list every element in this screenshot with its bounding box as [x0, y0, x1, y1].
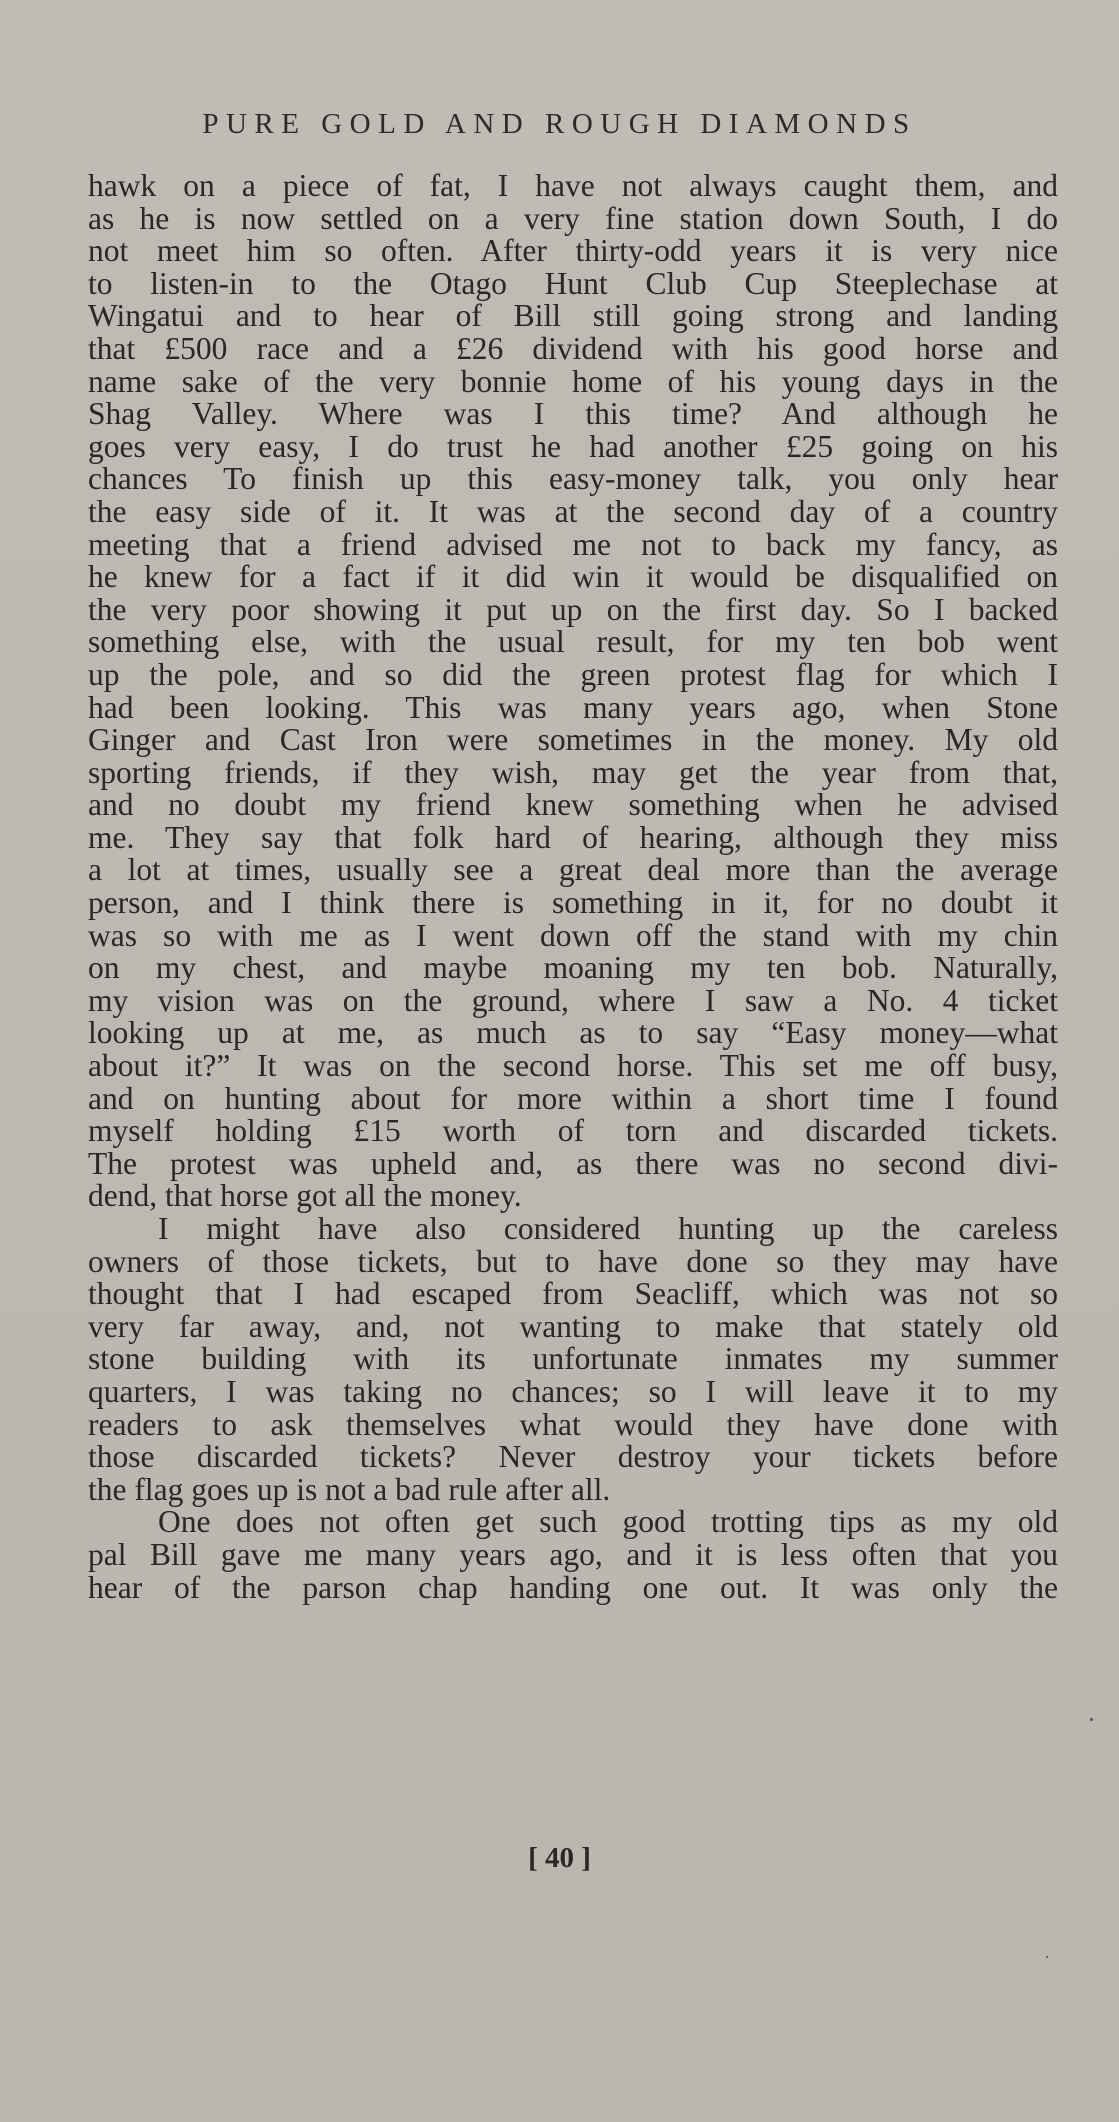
text-line: he knew for a fact if it did win it would be disqualified on	[88, 559, 1058, 595]
text-line: hawk on a piece of fat, I have not always caught them, and	[88, 168, 1058, 203]
text-line: quarters, I was taking no chances; so I will leave it to my	[88, 1373, 1058, 1409]
text-line: the flag goes up is not a bad rule after all.	[88, 1471, 611, 1507]
text-line: on my chest, and maybe moaning my ten bob. Naturally,	[88, 950, 1058, 986]
text-line: those discarded tickets? Never destroy your tickets before	[88, 1439, 1058, 1475]
text-line: pal Bill gave me many years ago, and it is less often that you	[88, 1536, 1058, 1572]
text-line: Shag Valley. Where was I this time? And although he	[88, 396, 1058, 432]
text-line: up the pole, and so did the green protest flag for which I	[88, 656, 1058, 692]
text-line: was so with me as I went down off the stand with my chin	[88, 917, 1058, 953]
paragraph-1	[88, 170, 1058, 1213]
text-line: me. They say that folk hard of hearing, although they miss	[88, 819, 1058, 855]
text-line: dend, that horse got all the money.	[88, 1178, 522, 1214]
paragraph-2	[88, 1213, 1058, 1506]
page-number: [ 40 ]	[528, 1842, 591, 1874]
text-line: I might have also considered hunting up the careless	[158, 1211, 1058, 1246]
text-line: stone building with its unfortunate inmates my summer	[88, 1341, 1058, 1377]
text-line: The protest was upheld and, as there was no second divi-	[88, 1145, 1058, 1181]
text-line: sporting friends, if they wish, may get the year from that,	[88, 754, 1058, 790]
text-line: the easy side of it. It was at the second day of a country	[88, 493, 1058, 529]
text-line: not meet him so often. After thirty-odd years it is very nice	[88, 233, 1058, 269]
paper-speck	[1046, 1956, 1048, 1958]
text-line: about it?” It was on the second horse. This set me off busy,	[88, 1048, 1058, 1084]
paragraph-3	[88, 1506, 1058, 1604]
text-line: myself holding £15 worth of torn and discarded tickets.	[88, 1113, 1058, 1149]
text-line: owners of those tickets, but to have done so they may have	[88, 1243, 1058, 1279]
text-line: Wingatui and to hear of Bill still going strong and landing	[88, 298, 1058, 334]
text-line: readers to ask themselves what would they have done with	[88, 1406, 1058, 1442]
text-line: my vision was on the ground, where I saw a No. 4 ticket	[88, 982, 1058, 1018]
text-line: thought that I had escaped from Seacliff, which was not so	[88, 1276, 1058, 1312]
text-line: chances To finish up this easy-money talk, you only hear	[88, 461, 1058, 497]
text-line: as he is now settled on a very fine station down South, I do	[88, 200, 1058, 236]
text-line: a lot at times, usually see a great deal more than the average	[88, 852, 1058, 888]
text-line: goes very easy, I do trust he had another £25 going on his	[88, 428, 1058, 464]
running-head-text: PURE GOLD AND ROUGH DIAMONDS	[202, 108, 917, 140]
text-line: and on hunting about for more within a short time I found	[88, 1080, 1058, 1116]
text-line: name sake of the very bonnie home of his young days in the	[88, 363, 1058, 399]
text-line: Ginger and Cast Iron were sometimes in the money. My old	[88, 722, 1058, 758]
text-line: hear of the parson chap handing one out. It was only the	[88, 1569, 1058, 1605]
text-line: something else, with the usual result, for my ten bob went	[88, 624, 1058, 660]
text-line: that £500 race and a £26 dividend with his good horse and	[88, 330, 1058, 366]
text-line: very far away, and, not wanting to make that stately old	[88, 1308, 1058, 1344]
running-head	[0, 108, 1119, 141]
text-line: to listen-in to the Otago Hunt Club Cup Steeplechase at	[88, 265, 1058, 301]
text-line: the very poor showing it put up on the first day. So I backed	[88, 591, 1058, 627]
body-text	[88, 170, 1058, 1604]
text-line: One does not often get such good trotting tips as my old	[158, 1504, 1058, 1540]
text-line: had been looking. This was many years ago, when Stone	[88, 689, 1058, 725]
text-line: meeting that a friend advised me not to back my fancy, as	[88, 526, 1058, 562]
text-line: and no doubt my friend knew something when he advised	[88, 787, 1058, 823]
paper-speck	[1090, 1718, 1093, 1721]
text-line: person, and I think there is something in it, for no doubt it	[88, 885, 1058, 921]
text-line: looking up at me, as much as to say “Easy money—what	[88, 1015, 1058, 1051]
